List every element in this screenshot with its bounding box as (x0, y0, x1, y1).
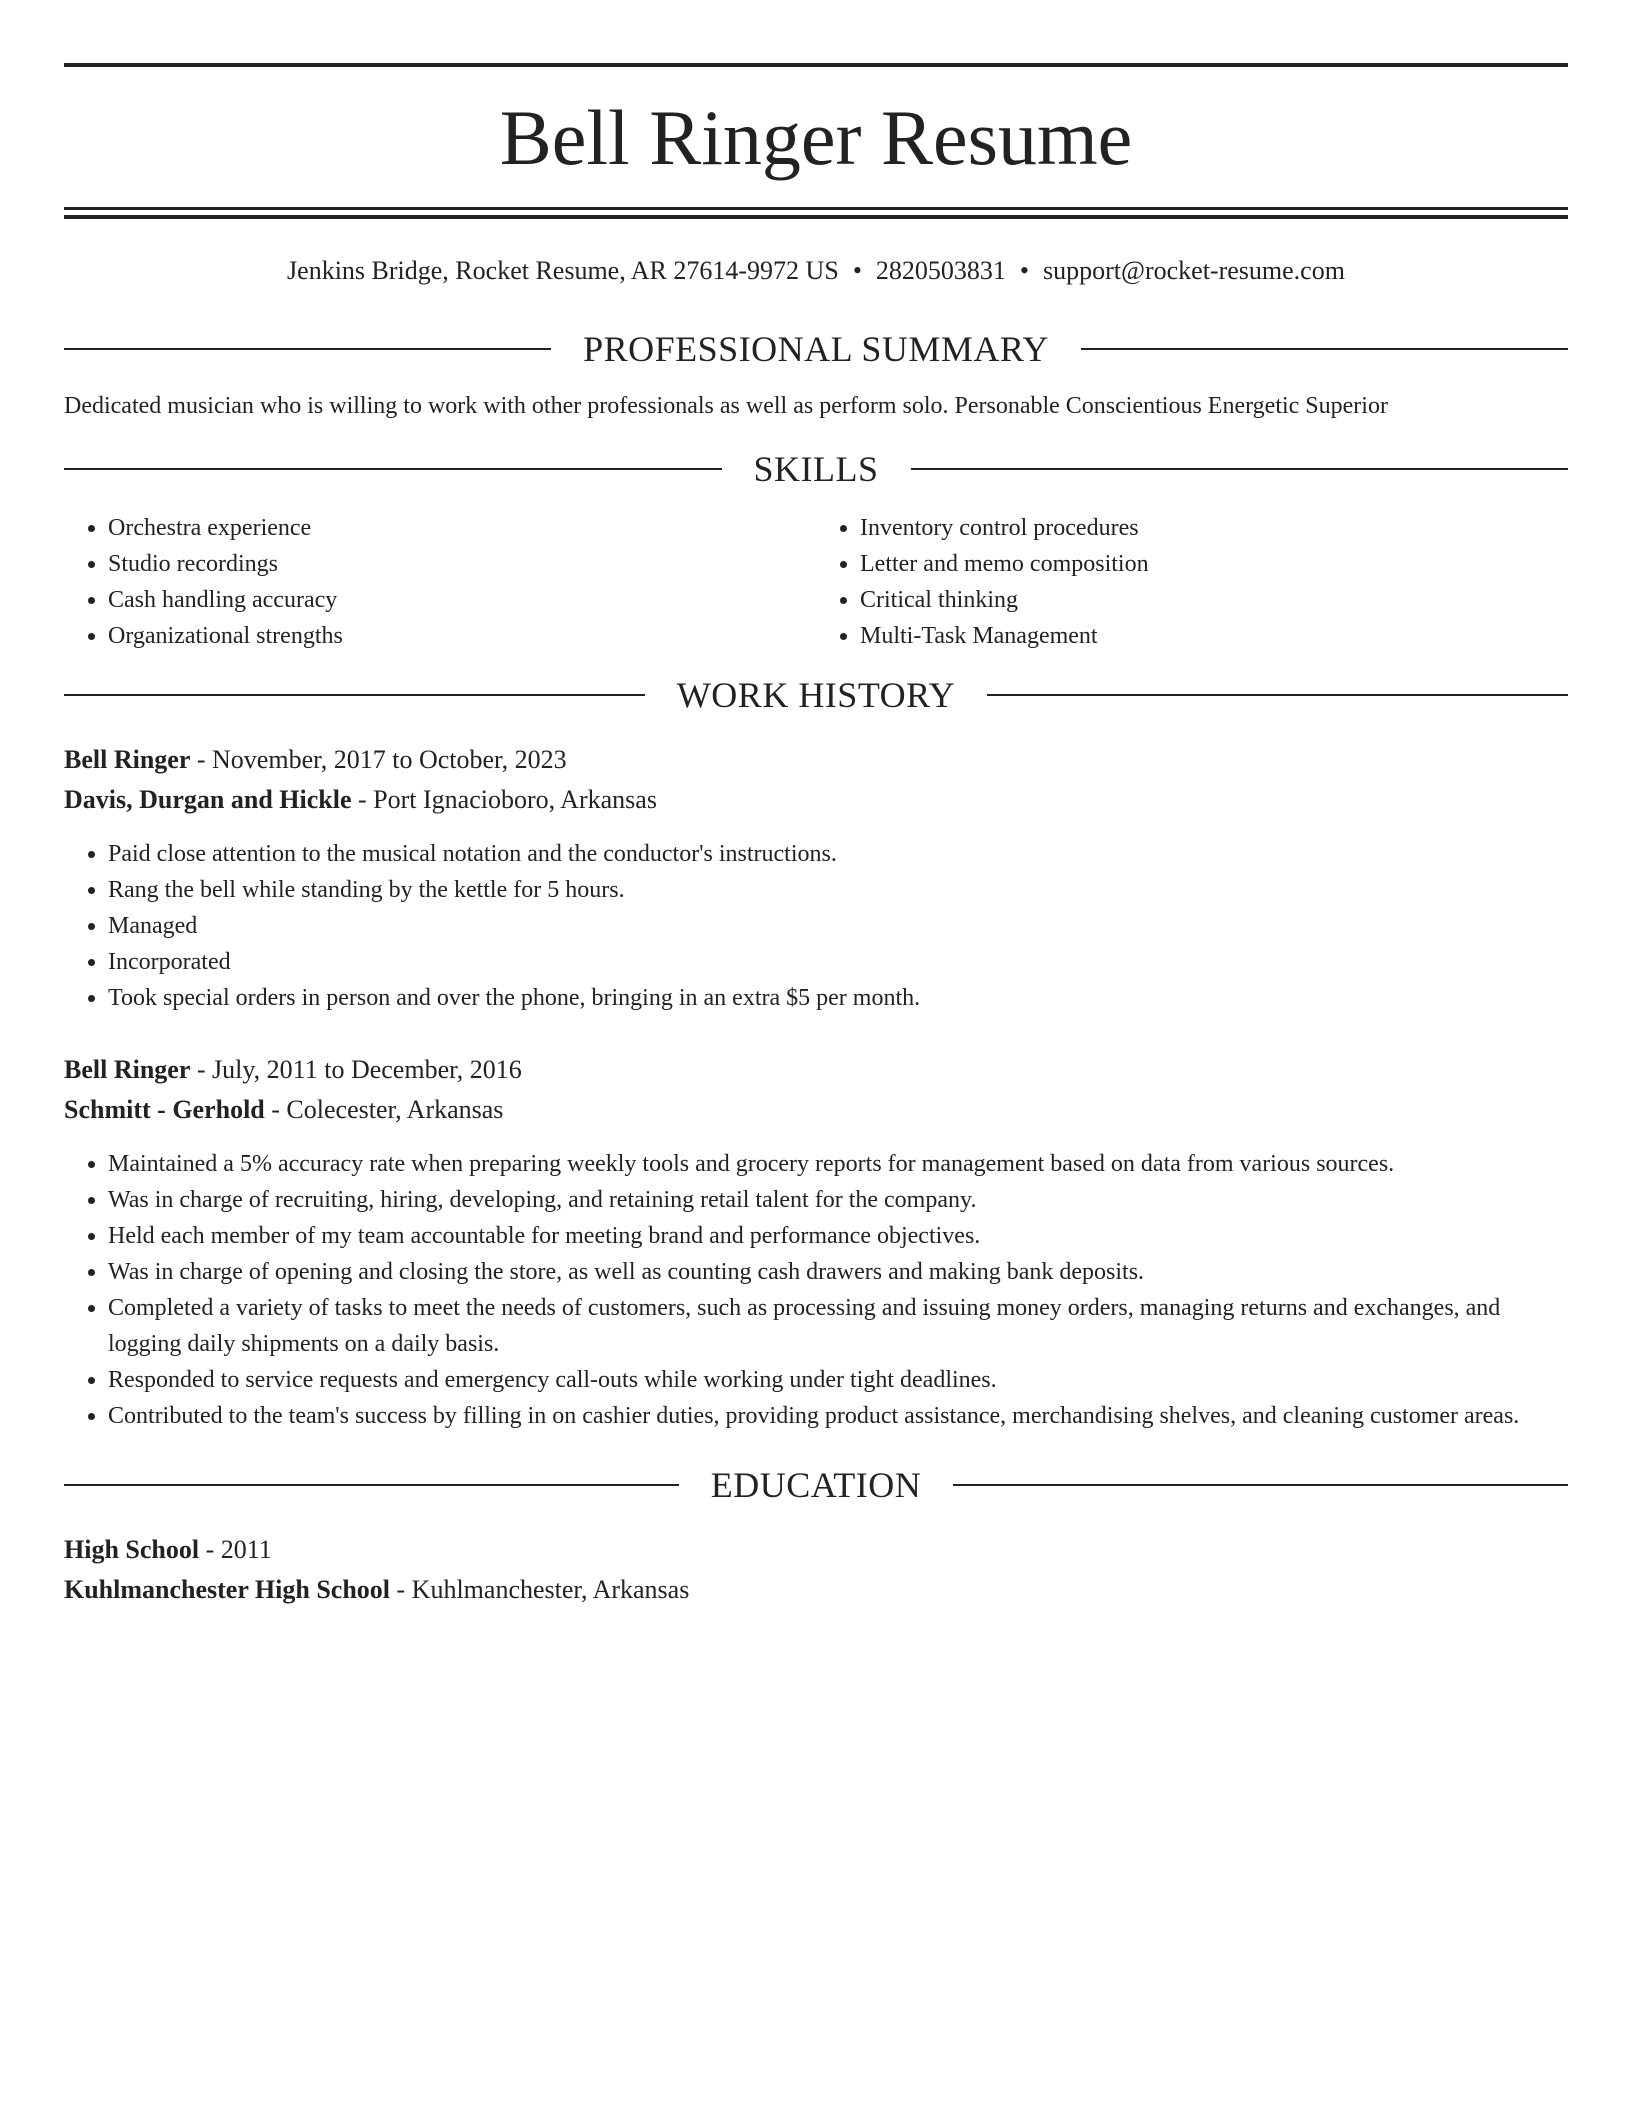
skill-item: • Organizational strengths (108, 618, 816, 654)
heading-rule (911, 468, 1569, 470)
job-bullet: • Took special orders in person and over the phone, bringing in an extra $5 per month. (108, 980, 1568, 1016)
skill-item: • Critical thinking (860, 582, 1568, 618)
contact-phone: 2820503831 (875, 256, 1006, 285)
job-bullet: • Paid close attention to the musical notation and the conductor's instructions. (108, 836, 1568, 872)
job-dates: - November, 2017 to October, 2023 (190, 745, 567, 774)
job-location: - Colecester, Arkansas (264, 1095, 504, 1124)
contact-separator: • (852, 256, 862, 285)
section-heading-label: EDUCATION (710, 1465, 922, 1505)
heading-rule (1081, 348, 1568, 350)
contact-separator: • (1019, 256, 1030, 285)
skill-item: • Cash handling accuracy (108, 582, 816, 618)
skill-item: • Studio recordings (108, 546, 816, 582)
education-degree: High School (64, 1535, 200, 1564)
education-school-line (64, 1570, 1568, 1610)
heading-rule (953, 1484, 1568, 1486)
job-employer-line (64, 1090, 1568, 1130)
job-bullets (64, 836, 1568, 1016)
job-location: - Port Ignacioboro, Arkansas (351, 785, 657, 814)
job-bullet: • Contributed to the team's success by filling in on cashier duties, providing product assistance, merchandising shelves, and cleaning customer areas. (108, 1398, 1568, 1434)
job-bullet: • Responded to service requests and emergency call-outs while working under tight deadlines. (108, 1362, 1568, 1398)
education-entry (64, 1530, 1568, 1610)
skill-item: • Letter and memo composition (860, 546, 1568, 582)
job-title-line (64, 740, 1568, 780)
heading-rule (64, 694, 645, 696)
section-heading-skills (64, 446, 1568, 492)
contact-line (64, 252, 1568, 290)
skill-item: • Multi-Task Management (860, 618, 1568, 654)
education-school: Kuhlmanchester High School (64, 1575, 391, 1604)
job-bullet: • Was in charge of opening and closing the store, as well as counting cash drawers and making bank deposits. (108, 1254, 1568, 1290)
job-bullets (64, 1146, 1568, 1434)
job-bullet: • Managed (108, 908, 1568, 944)
education-year: - 2011 (199, 1535, 272, 1564)
job-bullet: • Maintained a 5% accuracy rate when preparing weekly tools and grocery reports for management based on data from various sources. (108, 1146, 1568, 1182)
section-heading-label: WORK HISTORY (676, 675, 956, 715)
job-employer-line (64, 780, 1568, 820)
header-bottom-rule-thick (64, 215, 1568, 219)
job-bullet: • Held each member of my team accountable for meeting brand and performance objectives. (108, 1218, 1568, 1254)
section-heading-summary (64, 326, 1568, 372)
skills-list (64, 510, 1568, 654)
page-title: Bell Ringer Resume (499, 94, 1133, 181)
summary-text: Dedicated musician who is willing to work with other professionals as well as perform solo. Personable Conscientious Energetic Superior (64, 393, 1388, 419)
header-bottom-rule (64, 207, 1568, 210)
job-bullet: • Completed a variety of tasks to meet the needs of customers, such as processing and issuing money orders, managing returns and exchanges, and logging daily shipments on a daily basis. (108, 1290, 1568, 1362)
skill-item: • Orchestra experience (108, 510, 816, 546)
job-bullet: • Incorporated (108, 944, 1568, 980)
job-employer: Davis, Durgan and Hickle (64, 785, 352, 814)
contact-address: Jenkins Bridge, Rocket Resume, AR 27614-9972 US (287, 256, 839, 285)
job-dates: - July, 2011 to December, 2016 (190, 1055, 522, 1084)
contact-email: support@rocket-resume.com (1043, 256, 1345, 285)
job-bullet: • Was in charge of recruiting, hiring, developing, and retaining retail talent for the company. (108, 1182, 1568, 1218)
job-title: Bell Ringer (64, 1055, 191, 1084)
heading-rule (64, 468, 722, 470)
job-entry (64, 740, 1568, 1016)
skill-item: • Inventory control procedures (860, 510, 1568, 546)
section-heading-work (64, 672, 1568, 718)
skills-column-left (64, 510, 816, 654)
job-title: Bell Ringer (64, 745, 191, 774)
heading-rule (987, 694, 1568, 696)
header-top-rule (64, 63, 1568, 67)
resume-body (64, 326, 1568, 1610)
job-title-line (64, 1050, 1568, 1090)
section-heading-label: SKILLS (753, 449, 879, 489)
skills-column-right (816, 510, 1568, 654)
work-history-list (64, 740, 1568, 1434)
education-location: - Kuhlmanchester, Arkansas (390, 1575, 690, 1604)
section-heading-label: PROFESSIONAL SUMMARY (583, 329, 1049, 369)
job-bullet: • Rang the bell while standing by the kettle for 5 hours. (108, 872, 1568, 908)
job-entry (64, 1050, 1568, 1434)
job-employer: Schmitt - Gerhold (64, 1095, 265, 1124)
education-degree-line (64, 1530, 1568, 1570)
heading-rule (64, 1484, 679, 1486)
heading-rule (64, 348, 551, 350)
section-heading-education (64, 1462, 1568, 1508)
